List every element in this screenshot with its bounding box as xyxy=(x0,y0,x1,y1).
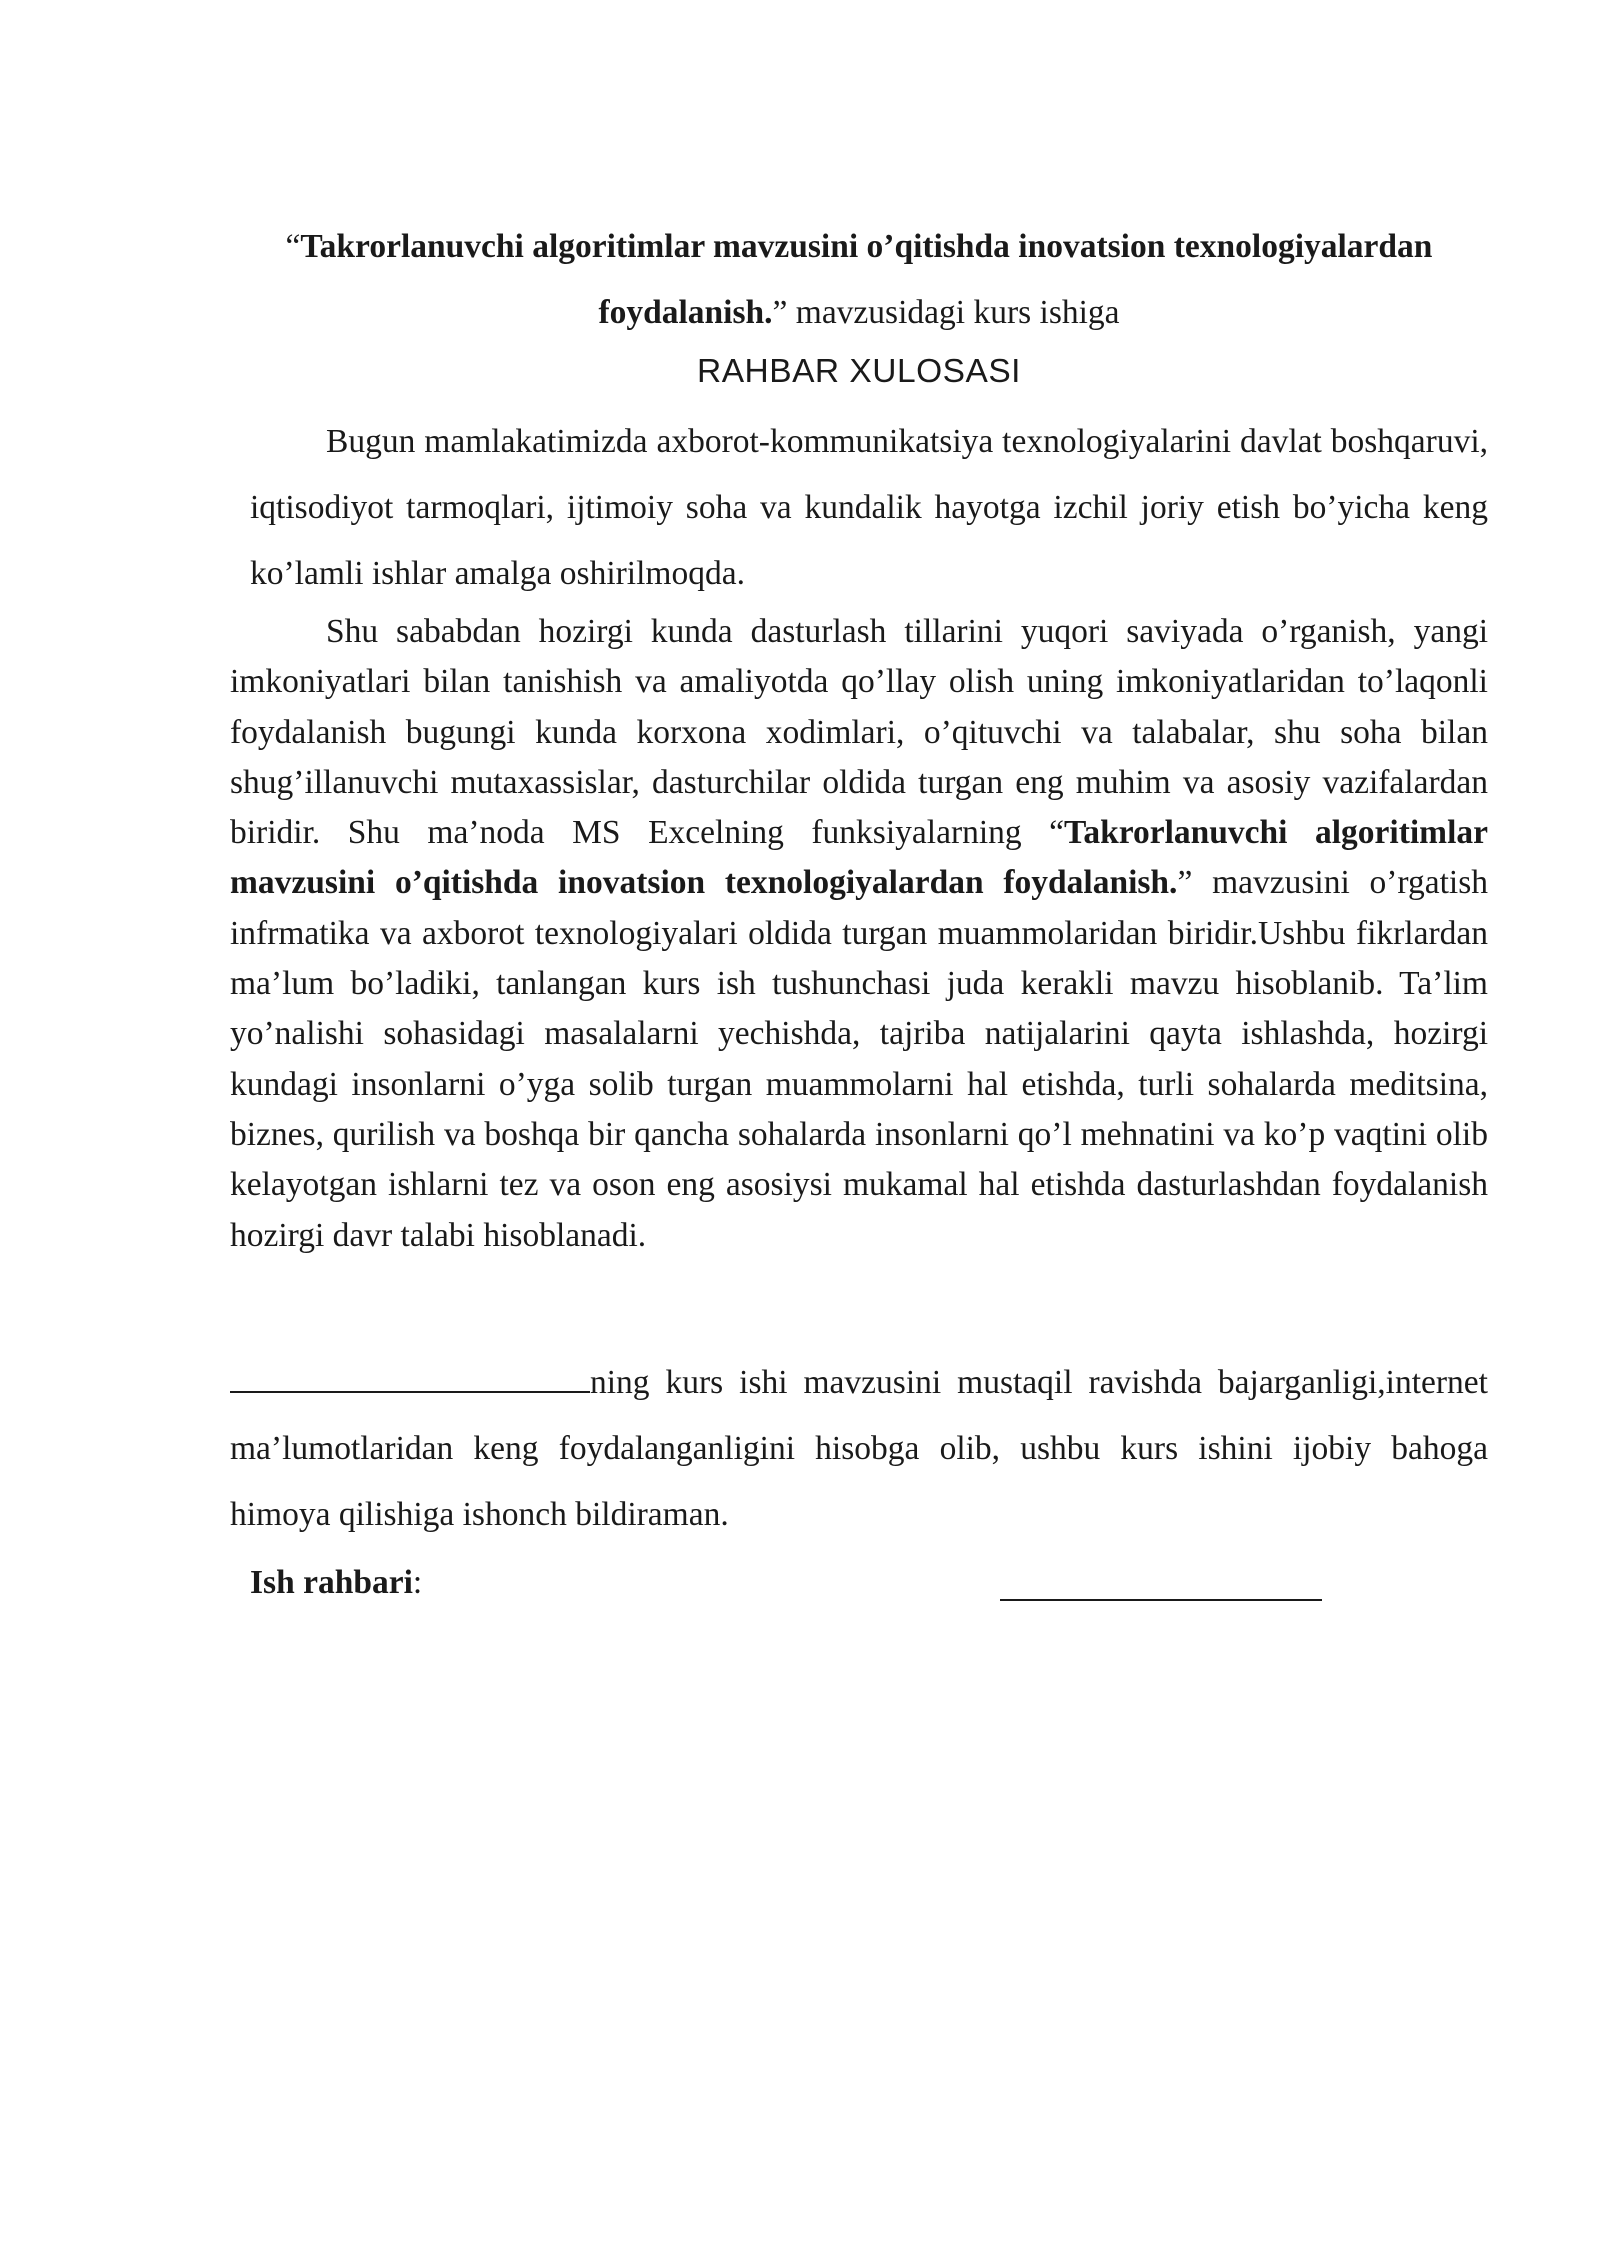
title-suffix: ” mavzusidagi kurs ishiga xyxy=(772,294,1120,331)
paragraph-main-part2: ” mavzusini o’rgatish infrmatika va axborot texnologiyalari oldida turgan muammolaridan biridir.Ushbu fikrlardan ma’lum bo’ladiki, tanlangan kurs ish tushunchasi juda kerakli mavzu hisoblanib. Ta’lim yo’nalishi sohasidagi masalalarni yechishda, tajriba natijalarini qayta ishlashda, hozirgi kundagi insonlarni o’yga solib turgan muammolarni hal etishda, turli sohalarda meditsina, biznes, qurilish va boshqa bir qancha sohalarda insonlarni qo’l mehnatini va ko’p vaqtini olib kelayotgan ishlarni tez va oson eng asosiysi mukamal hal etishda dasturlashdan foydalanish hozirgi davr talabi hisoblanadi. xyxy=(230,864,1488,1254)
signature-row xyxy=(250,1555,1350,1611)
signature-colon: : xyxy=(412,1564,423,1601)
signature-blank-line xyxy=(1000,1599,1322,1601)
document-title xyxy=(230,214,1488,346)
signature-label-text: Ish rahbari xyxy=(250,1564,413,1601)
student-name-blank xyxy=(230,1357,590,1393)
signature-label xyxy=(250,1564,422,1601)
paragraph-main-bold: Takrorlanuvchi algoritimlar mavzusini o’qitishda inovatsion texnologiyalardan foydalanish. xyxy=(230,814,1488,902)
paragraph-main xyxy=(230,607,1488,1261)
title-bold-text: Takrorlanuvchi algoritimlar mavzusini o’qitishda inovatsion texnologiyalardan foydalanish. xyxy=(300,228,1433,331)
paragraph-conclusion-text: ning kurs ishi mavzusini mustaqil ravishda bajarganligi,internet ma’lumotlaridan keng foydalanganligini hisobga olib, ushbu kurs ishini ijobiy bahoga himoya qilishiga ishonch bildiraman. xyxy=(230,1364,1488,1533)
paragraph-conclusion xyxy=(230,1350,1488,1548)
section-heading: RAHBAR XULOSASI xyxy=(697,353,1021,390)
paragraph-intro: Bugun mamlakatimizda axborot-kommunikatsiya texnologiyalarini davlat boshqaruvi, iqtisodiyot tarmoqlari, ijtimoiy soha va kundalik hayotga izchil joriy etish bo’yicha keng ko’lamli ishlar amalga oshirilmoqda. xyxy=(250,423,1488,592)
title-open-quote: “ xyxy=(285,228,301,265)
paragraph-main-part1: Shu sababdan hozirgi kunda dasturlash tillarini yuqori saviyada o’rganish, yangi imkoniyatlari bilan tanishish va amaliyotda qo’llay olish uning imkoniyatlaridan to’laqonli foydalanish bugungi kunda korxona xodimlari, o’qituvchi va talabalar, shu soha bilan shug’illanuvchi mutaxassislar, dasturchilar oldida turgan eng muhim va asosiy vazifalardan biridir. Shu ma’noda MS Excelning funksiyalarning “ xyxy=(230,613,1488,852)
